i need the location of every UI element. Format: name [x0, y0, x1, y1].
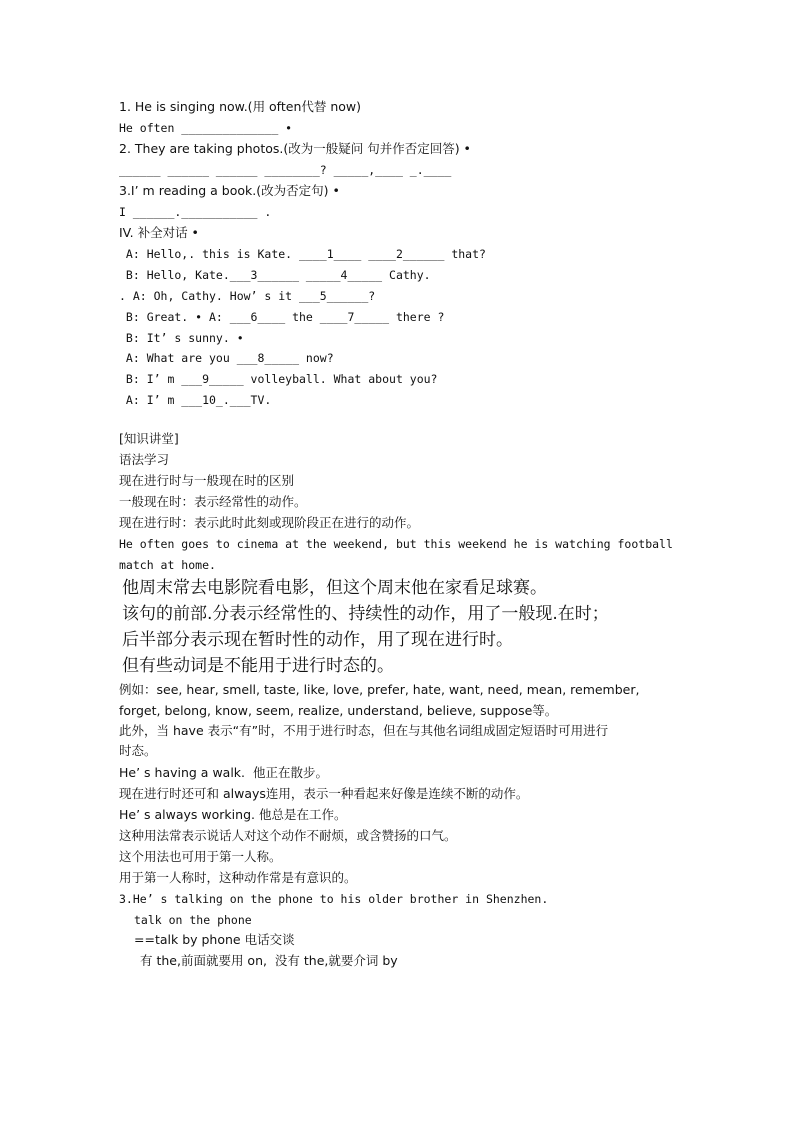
text-line: 这个用法也可用于第一人称。	[119, 849, 282, 864]
dialogue-line: B: It’ s sunny. •	[119, 331, 244, 345]
exercise-line: ______ ______ ______ ________? _____,____ _.____	[119, 163, 452, 177]
example-sentence: He’ s having a walk. 他正在散步。	[119, 765, 328, 780]
dialogue-line: B: I’ m ___9_____ volleyball. What about you?	[119, 372, 438, 386]
text-line: 现在进行时与一般现在时的区别	[119, 473, 295, 488]
text-line: 例如：see, hear, smell, taste, like, love, prefer, hate, want, need, mean, remember,	[119, 682, 640, 697]
section-heading: [知识讲堂]	[119, 431, 179, 446]
dialogue-line: B: Hello, Kate.___3______ _____4_____ Cathy.	[119, 268, 431, 282]
large-text-line: 他周末常去电影院看电影，但这个周末他在家看足球赛。	[122, 578, 547, 598]
section-heading: IV. 补全对话 •	[119, 225, 199, 240]
text-line: 这种用法常表示说话人对这个动作不耐烦，或含赞扬的口气。	[119, 828, 457, 843]
phrase-line: ==talk by phone 电话交谈	[134, 932, 295, 947]
dialogue-line: B: Great. • A: ___6____ the ____7_____ there ?	[119, 310, 445, 324]
phrase-line: 有 the,前面就要用 on, 没有 the,就要介词 by	[140, 953, 398, 968]
example-sentence: 3.He’ s talking on the phone to his older brother in Shenzhen.	[119, 892, 549, 906]
text-line: 用于第一人称时，这种动作常是有意识的。	[119, 870, 357, 885]
subheading: 语法学习	[119, 452, 170, 467]
text-line: 一般现在时：表示经常性的动作。	[119, 494, 307, 509]
text-line: 此外，当 have 表示“有”时，不用于进行时态，但在与其他名词组成固定短语时可用进行	[119, 723, 609, 738]
example-sentence: He’ s always working. 他总是在工作。	[119, 807, 347, 822]
dialogue-line: . A: Oh, Cathy. How’ s it ___5______?	[119, 289, 376, 303]
phrase-line: talk on the phone	[134, 913, 252, 927]
dialogue-line: A: I’ m ___10_.___TV.	[119, 393, 272, 407]
dialogue-line: A: Hello,. this is Kate. ____1____ ____2______ that?	[119, 247, 486, 261]
text-line: 现在进行时：表示此时此刻或现阶段正在进行的动作。	[119, 515, 420, 530]
exercise-line: 1. He is singing now.(用 often代替 now)	[119, 99, 362, 114]
large-text-line: 后半部分表示现在暂时性的动作，用了现在进行时。	[122, 630, 513, 650]
exercise-line: I ______.___________ .	[119, 205, 272, 219]
example-sentence: match at home.	[119, 558, 216, 572]
exercise-line: 3.I’ m reading a book.(改为否定句) •	[119, 183, 340, 198]
exercise-line: 2. They are taking photos.(改为一般疑问 句并作否定回答) •	[119, 141, 471, 156]
text-line: forget, belong, know, seem, realize, understand, believe, suppose等。	[119, 703, 558, 718]
example-sentence: He often goes to cinema at the weekend, but this weekend he is watching football	[119, 537, 673, 551]
large-text-line: 但有些动词是不能用于进行时态的。	[122, 656, 394, 676]
dialogue-line: A: What are you ___8_____ now?	[119, 351, 334, 365]
text-line: 时态。	[119, 743, 157, 758]
large-text-line: 该句的前部.分表示经常性的、持续性的动作，用了一般现.在时；	[122, 604, 609, 624]
text-line: 现在进行时还可和 always连用，表示一种看起来好像是连续不断的动作。	[119, 786, 529, 801]
exercise-line: He often ______________ •	[119, 121, 293, 135]
